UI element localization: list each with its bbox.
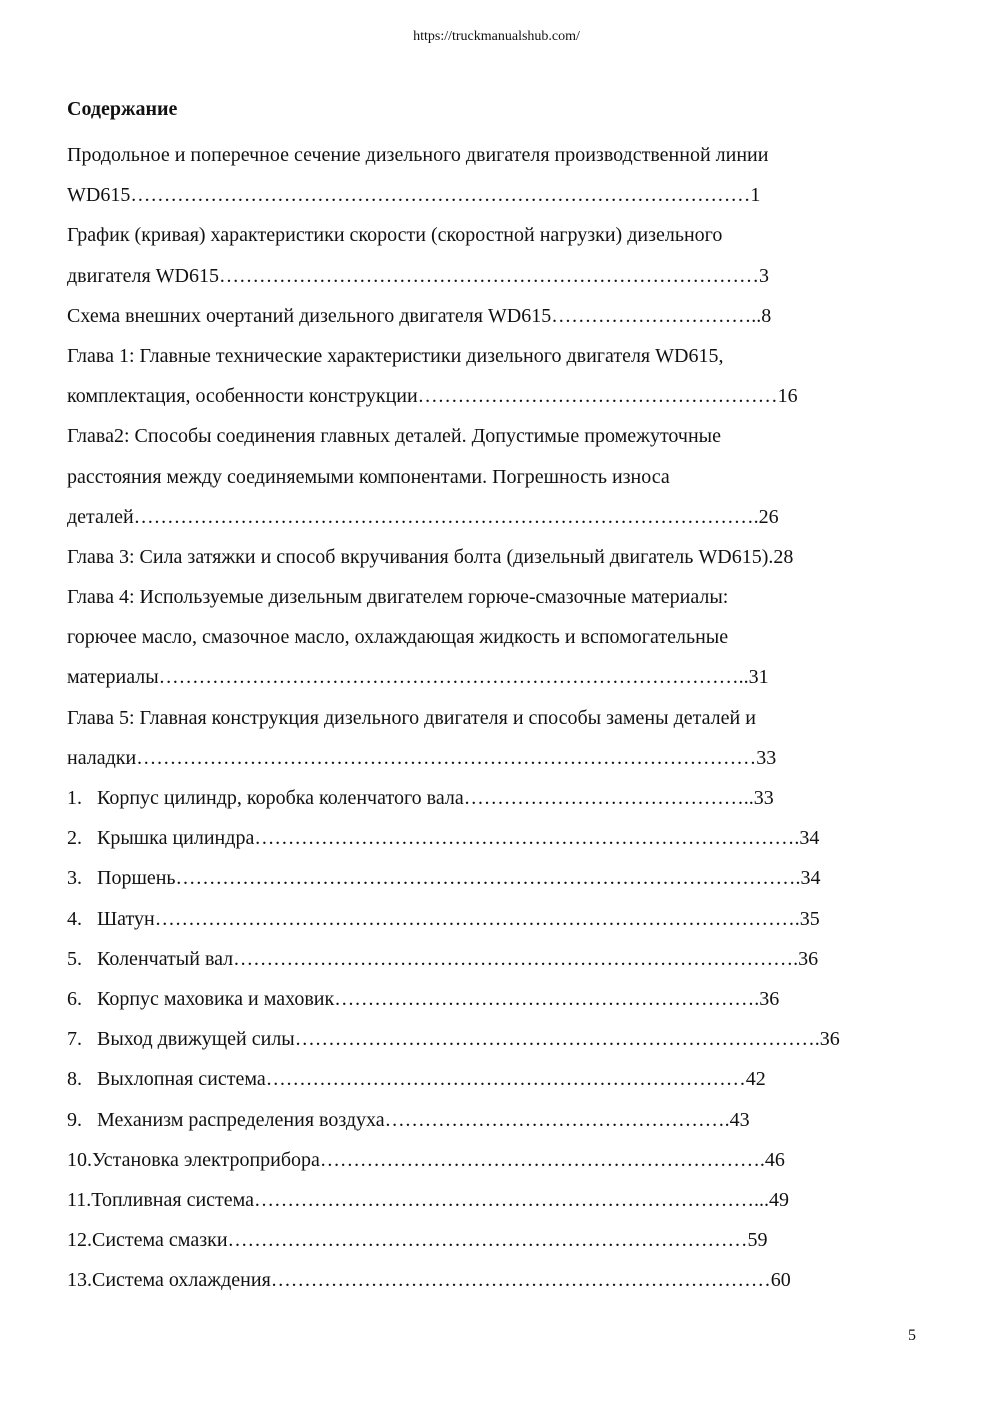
toc-line <box>67 1140 937 1180</box>
toc-line <box>67 296 937 336</box>
toc-line <box>67 215 937 255</box>
toc-item-text: Глава 5: Главная конструкция дизельного двигателя и способы замены деталей и <box>67 706 756 729</box>
toc-item-number: 7. <box>67 1028 82 1051</box>
toc-line <box>67 698 937 738</box>
toc-item-text: Продольное и поперечное сечение дизельного двигателя производственной линии <box>67 144 769 166</box>
toc-item-text: Выход движущей силы…………………………………………………………………….36 <box>97 1028 840 1051</box>
toc-line <box>67 376 937 416</box>
page-number: 5 <box>908 1327 916 1344</box>
toc-item-number: 2. <box>67 827 82 850</box>
toc-item-text: График (кривая) характеристики скорости (скоростной нагрузки) дизельного <box>67 224 723 247</box>
toc-item-text: расстояния между соединяемыми компонентами. Погрешность износа <box>67 465 670 488</box>
table-of-contents <box>67 95 937 1300</box>
toc-line <box>67 1100 937 1140</box>
toc-item-text: двигателя WD615………………………………………………………………………3 <box>67 264 770 287</box>
header-url: https://truckmanualshub.com/ <box>413 29 580 44</box>
toc-item-text: WD615…………………………………………………………………………………1 <box>67 184 761 207</box>
toc-lines <box>67 135 937 1300</box>
toc-line <box>67 1019 937 1059</box>
toc-line <box>67 778 937 818</box>
toc-item-text: Глава2: Способы соединения главных деталей. Допустимые промежуточные <box>67 425 721 448</box>
toc-item-text: Поршень………………………………………………………………………………….34 <box>97 867 821 890</box>
toc-item-text: Механизм распределения воздуха…………………………………………….43 <box>97 1108 750 1131</box>
toc-line <box>67 738 937 778</box>
toc-line <box>67 537 937 577</box>
toc-item-number: 6. <box>67 987 82 1010</box>
toc-title: Содержание <box>67 98 178 120</box>
toc-item-number: 3. <box>67 867 82 890</box>
toc-line <box>67 899 937 939</box>
toc-item-text: Глава 1: Главные технические характеристики дизельного двигателя WD615, <box>67 344 724 367</box>
toc-item-text: материалы……………………………………………………………………………..31 <box>67 666 769 689</box>
toc-line <box>67 657 937 697</box>
toc-item-text: наладки…………………………………………………………………………………33 <box>67 746 777 769</box>
toc-line <box>67 416 937 456</box>
toc-line <box>67 1180 937 1220</box>
toc-item-number: 5. <box>67 947 82 970</box>
toc-item-text: горючее масло, смазочное масло, охлаждающая жидкость и вспомогательные <box>67 626 729 649</box>
toc-line <box>67 135 937 175</box>
toc-line <box>67 1059 937 1099</box>
toc-item-text: 13.Система охлаждения…………………………………………………………………60 <box>67 1269 791 1292</box>
toc-item-text: деталей………………………………………………………………………………….26 <box>67 505 779 528</box>
toc-item-text: Коленчатый вал………………………………………………………………………….36 <box>97 947 819 970</box>
toc-item-text: Корпус маховика и маховик……………………………………………………….36 <box>97 987 780 1010</box>
toc-line <box>67 336 937 376</box>
toc-item-number: 4. <box>67 907 82 930</box>
toc-line <box>67 577 937 617</box>
toc-item-text: Крышка цилиндра……………………………………………………………………….34 <box>97 827 820 850</box>
toc-line <box>67 818 937 858</box>
toc-item-number: 1. <box>67 787 82 809</box>
toc-item-number: 9. <box>67 1108 82 1131</box>
toc-item-text: 11.Топливная система…………………………………………………………………...49 <box>67 1188 790 1211</box>
toc-line <box>67 1260 937 1300</box>
toc-line <box>67 497 937 537</box>
toc-item-text: 10.Установка электроприбора………………………………………………………….46 <box>67 1148 785 1171</box>
toc-item-text: Глава 4: Используемые дизельным двигателем горюче-смазочные материалы: <box>67 586 729 609</box>
toc-item-text: Глава 3: Сила затяжки и способ вкручивания болта (дизельный двигатель WD615).28 <box>67 545 794 568</box>
toc-item-text: 12.Система смазки……………………………………………………………………59 <box>67 1229 768 1252</box>
toc-item-text: Корпус цилиндр, коробка коленчатого вала……………………………………..33 <box>97 787 774 809</box>
toc-item-number: 8. <box>67 1068 82 1091</box>
toc-item-text: комплектация, особенности конструкции………………………………………………16 <box>67 385 798 408</box>
toc-line <box>67 858 937 898</box>
toc-line <box>67 1220 937 1260</box>
toc-line <box>67 175 937 215</box>
toc-line <box>67 457 937 497</box>
toc-line <box>67 979 937 1019</box>
toc-line <box>67 617 937 657</box>
toc-line <box>67 256 937 296</box>
toc-item-text: Шатун…………………………………………………………………………………….35 <box>97 907 820 930</box>
toc-line <box>67 939 937 979</box>
toc-item-text: Схема внешних очертаний дизельного двигателя WD615…………………………..8 <box>67 304 772 327</box>
toc-item-text: Выхлопная система………………………………………………………………42 <box>97 1068 766 1091</box>
